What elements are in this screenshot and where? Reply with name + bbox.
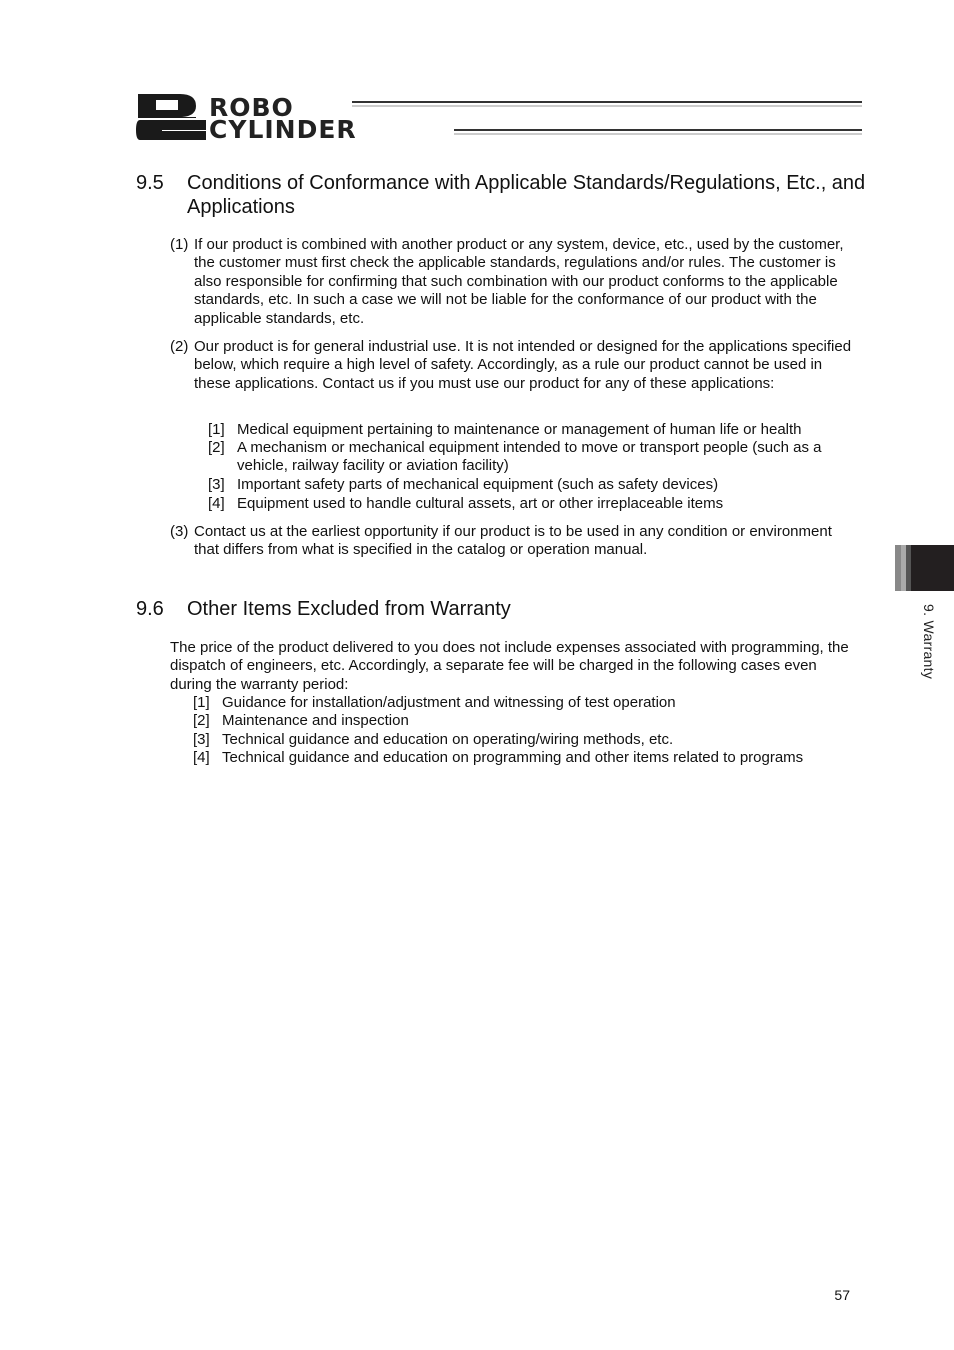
sub-item-number: [2] bbox=[208, 439, 225, 456]
item-text: Technical guidance and education on operating/wiring methods, etc. bbox=[222, 731, 674, 748]
item-number: (1) bbox=[170, 236, 189, 253]
section-number: 9.5 bbox=[136, 172, 164, 194]
chapter-tab-marker bbox=[895, 545, 954, 591]
list-item bbox=[193, 731, 858, 749]
section-number: 9.6 bbox=[136, 598, 164, 620]
item-number: [2] bbox=[193, 712, 210, 729]
list-item bbox=[193, 712, 858, 730]
item-number: (2) bbox=[170, 338, 189, 355]
item-number: [3] bbox=[193, 731, 210, 748]
item-text: Maintenance and inspection bbox=[222, 712, 409, 729]
sub-item-text: A mechanism or mechanical equipment intended to move or transport people (such as a vehicle, railway facility or aviation facility) bbox=[237, 439, 822, 475]
intro-paragraph: The price of the product delivered to you does not include expenses associated with programming, the dispatch of engineers, etc. Accordingly, a separate fee will be charged in the following cases even during the warranty period: bbox=[170, 639, 849, 693]
item-text: Our product is for general industrial use. It is not intended or designed for the applications specified below, which require a high level of safety. Accordingly, as a rule our product cannot be used in these applications. Contact us if you must use our product for any of these applications: bbox=[194, 338, 852, 392]
sub-list-item bbox=[208, 476, 858, 494]
item-number: [1] bbox=[193, 694, 210, 711]
sub-item-text: Equipment used to handle cultural assets, art or other irreplaceable items bbox=[237, 495, 724, 512]
section-title: Conditions of Conformance with Applicable Standards/Regulations, Etc., and Applications bbox=[187, 172, 866, 218]
sub-list-item bbox=[208, 439, 858, 476]
list-item bbox=[170, 523, 860, 560]
item-text: Technical guidance and education on programming and other items related to programs bbox=[222, 749, 804, 766]
sub-item-number: [1] bbox=[208, 421, 225, 438]
sub-item-number: [4] bbox=[208, 495, 225, 512]
chapter-tab bbox=[895, 545, 954, 591]
item-number: [4] bbox=[193, 749, 210, 766]
logo-text-cylinder: CYLINDER bbox=[209, 115, 357, 144]
sub-list-item bbox=[208, 495, 858, 513]
sub-item-number: [3] bbox=[208, 476, 225, 493]
list-item bbox=[193, 694, 858, 712]
item-number: (3) bbox=[170, 523, 189, 540]
list-item bbox=[170, 338, 860, 393]
robo-cylinder-logo bbox=[136, 92, 862, 142]
sub-list-item bbox=[208, 421, 858, 439]
item-text: Guidance for installation/adjustment and witnessing of test operation bbox=[222, 694, 676, 711]
item-text: Contact us at the earliest opportunity if our product is to be used in any condition or environment that differs from what is specified in the catalog or operation manual. bbox=[194, 523, 832, 559]
sub-item-text: Important safety parts of mechanical equipment (such as safety devices) bbox=[237, 476, 719, 493]
item-text: If our product is combined with another product or any system, device, etc., used by the customer, the customer must first check the applicable standards, regulations and/or rules. The customer is also responsible for confirming that such combination with our product conforms to the applicable standards, etc. In such a case we will not be liable for the conformance of our product with the applicable standards, etc. bbox=[194, 236, 844, 327]
section-title: Other Items Excluded from Warranty bbox=[187, 598, 511, 620]
page-number: 57 bbox=[834, 1287, 850, 1303]
logo-text-robo: ROBO bbox=[209, 93, 294, 122]
list-item bbox=[193, 749, 858, 767]
list-item bbox=[170, 236, 860, 328]
sub-item-text: Medical equipment pertaining to maintenance or management of human life or health bbox=[237, 421, 802, 438]
chapter-tab-label: 9. Warranty bbox=[921, 604, 937, 680]
